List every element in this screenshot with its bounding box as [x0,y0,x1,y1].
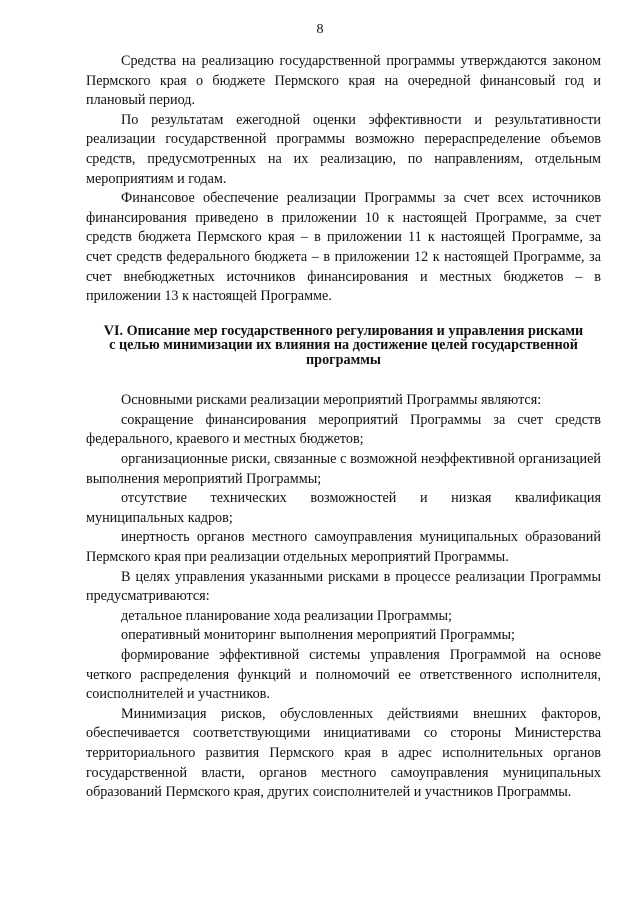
paragraph-measure-monitoring: оперативный мониторинг выполнения мероприятий Программы; [121,627,516,644]
paragraph-financing-sources: Финансовое обеспечение реализации Программы за счет всех источников финансирования приведено в приложении 10 к настоящей Программе, за счет средств бюджета Пермского края – в приложении 11 к настоящей Программе, за счет средств федерального бюджета – в приложении 12 к настоящей Программе, за счет внебюджетных источников финансирования и местных бюджетов – в приложении 13 к настоящей Программе. [86,190,601,305]
document-body [86,52,601,803]
paragraph-risk-inertia: инертность органов местного самоуправления муниципальных образований Пермского края при реализации отдельных мероприятий Программы. [86,529,601,565]
paragraph-redistribution: По результатам ежегодной оценки эффективности и результативности реализации государственной программы возможно перераспределение объемов средств, предусмотренных на их реализацию, по направлениям, отдельным мероприятиям и годам. [86,111,601,187]
paragraph-budget-approval: Средства на реализацию государственной программы утверждаются законом Пермского края о бюджете Пермского края на очередной финансовый год и плановый период. [86,53,601,109]
page-number: 8 [316,22,324,37]
paragraph-measure-management-system: формирование эффективной системы управления Программой на основе четкого распределения функций и полномочий ее ответственного исполнителя, соисполнителей и участников. [86,646,601,703]
paragraph-external-risks: Минимизация рисков, обусловленных действиями внешних факторов, обеспечивается соответствующими инициативами со стороны Министерства территориального развития Пермского края в адрес исполнительных органов государственной власти, органов местного самоуправления муниципальных образований Пермского края, других соисполнителей и участников Программы. [86,705,601,801]
paragraph-risk-funding-cut: сокращение финансирования мероприятий Программы за счет средств федерального, краевого и местных бюджетов; [86,411,601,448]
paragraph-risks-intro: Основными рисками реализации мероприятий Программы являются: [121,392,542,409]
paragraph-risk-management-intro: В целях управления указанными рисками в процессе реализации Программы предусматриваются: [86,568,601,605]
section-title: VI. Описание мер государственного регулирования и управления рисками с целью минимизации их влияния на достижение целей государственной программы [103,322,584,368]
paragraph-risk-organizational: организационные риски, связанные с возможной неэффективной организацией выполнения мероприятий Программы; [86,451,601,487]
paragraph-measure-planning: детальное планирование хода реализации Программы; [121,607,453,624]
paragraph-risk-technical: отсутствие технических возможностей и низкая квалификация муниципальных кадров; [86,490,601,526]
